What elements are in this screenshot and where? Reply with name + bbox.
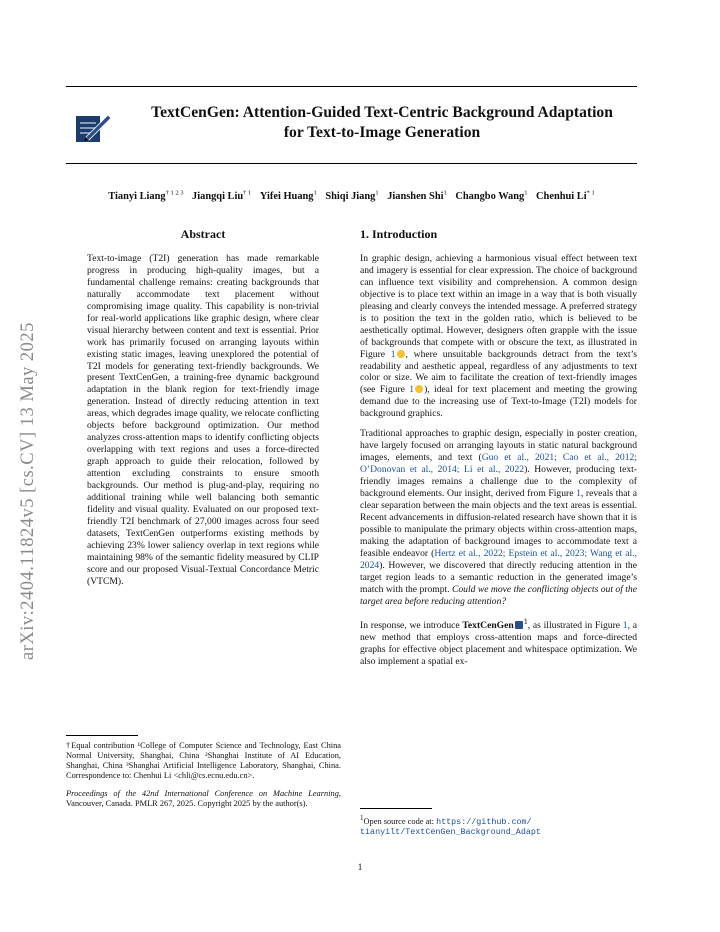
- code-footnote: $^1$Open source code at: https://github.com/ tianyilt/TextCenGen_Background_Adapt: [360, 814, 541, 838]
- section-heading: 1. Introduction: [360, 227, 438, 241]
- citation-link[interactable]: Hertz et al., 2022; Epstein et al., 2023; Wang et al., 2024: [360, 547, 637, 571]
- introduction-column: [360, 229, 637, 676]
- title-line-1: TextCenGen: Attention-Guided Text-Centric Background Adaptation: [151, 104, 613, 121]
- footnote-rule: [360, 808, 432, 809]
- smiley-face-icon: [415, 385, 423, 393]
- figure-link[interactable]: 1: [576, 488, 581, 500]
- author-list: [66, 190, 637, 202]
- figure-link[interactable]: 1: [390, 348, 396, 360]
- author: Jiangqi Liu$^{\dagger 1}$: [192, 190, 252, 203]
- research-question: Could we move the conflicting objects out of the target area before reducing attention?: [360, 583, 637, 607]
- intro-paragraph-2: Traditional approaches to graphic design, especially in poster creation, have largely focused on arranging layouts in static natural background images, elements, and text (Guo et al., 2021; Cao et al., 2012; O’Donovan et al., 2014; Li et al., 2022). However, producing text-friendly images remains a challenge due to the complexity of background elements. Our insight, derived from Figure 1, reveals that a clear separation between the main objects and the text areas is essential. Recent advancements in diffusion-related research have shown that it is possible to manipulate the primary objects within cross-attention maps, making the adaptation of background images to accommodate text a feasible endeavor (Hertz et al., 2022; Epstein et al., 2023; Wang et al., 2024). However, we discovered that directly reducing attention in the target region leads to a semantic reduction in the generated image’s match with the prompt. Could we move the conflicting objects out of the target area before reducing attention?: [360, 428, 638, 607]
- author: Chenhui Li$^{* 1}$: [536, 190, 595, 203]
- repo-link[interactable]: https://github.com/: [436, 816, 532, 827]
- right-footnote: [360, 808, 637, 838]
- author: Shiqi Jiang$^1$: [325, 190, 379, 203]
- intro-paragraph-3: In response, we introduce TextCenGen $^1$, as illustrated in Figure 1, a new method that employs cross-attention maps and force-directed graphs for effective object placement and whitespace optimization. We also implement a spatial ex-: [360, 616, 638, 667]
- title-line-2: for Text-to-Image Generation: [283, 124, 481, 141]
- author: Yifei Huang$^1$: [259, 190, 317, 203]
- repo-link-cont[interactable]: tianyilt/TextCenGen_Background_Adapt: [360, 827, 541, 838]
- title-bottom-rule: [66, 163, 637, 164]
- abstract-column: [87, 229, 319, 596]
- page-number: 1: [357, 862, 363, 873]
- arxiv-side-stamp: arXiv:2404.11824v5 [cs.CV] 13 May 2025: [18, 322, 38, 660]
- paper-title: [118, 103, 646, 143]
- method-name: TextCenGen: [462, 619, 514, 631]
- footnote-ref[interactable]: 1: [523, 616, 528, 626]
- author: Changbo Wang$^1$: [455, 190, 528, 203]
- footnote-rule: [66, 735, 138, 736]
- method-logo-icon: [515, 621, 523, 629]
- figure-link[interactable]: 1: [622, 619, 628, 631]
- top-rule: [66, 86, 637, 87]
- citation-link[interactable]: Guo et al., 2021; Cao et al., 2012; O’Donovan et al., 2014; Li et al., 2022: [360, 452, 637, 476]
- abstract-text: Text-to-image (T2I) generation has made remarkable progress in producing high-quality images, but a fundamental challenge remains: creating backgrounds that naturally accommodate text placement without compromising image quality. This capability is non-trivial for real-world applications like graphic design, where clear visual hierarchy between content and text is essential. Prior work has primarily focused on arranging layouts within existing static images, leaving unexplored the potential of T2I models for generating text-friendly backgrounds. We present TextCenGen, a training-free dynamic background adaptation in the blank region for text-friendly image generation. Instead of directly reducing attention in text areas, which degrades image quality, we relocate conflicting objects before background optimization. Our method analyzes cross-attention maps to identify conflicting objects overlapping with text regions and uses a force-directed graph approach to guide their relocation, followed by attention excluding constraints to ensure smooth backgrounds. Our method is plug-and-play, requiring no additional training while well balancing both semantic fidelity and visual quality. Evaluated on our proposed text-friendly T2I benchmark of 27,000 images across four seed datasets, TextCenGen outperforms existing methods by achieving 23% lower saliency overlap in text regions while maintaining 98% of the semantic fidelity measured by CLIP score and our proposed Visual-Textual Concordance Metric (VTCM).: [87, 252, 319, 587]
- sad-face-icon: [397, 350, 405, 358]
- left-footnotes: [66, 735, 341, 810]
- author: Jianshen Shi$^1$: [387, 190, 447, 203]
- abstract-heading: Abstract: [180, 227, 226, 241]
- intro-paragraph-1: In graphic design, achieving a harmonious visual effect between text and imagery is essential for clear expression. The choice of background can influence text visibility and comprehension. A common design objective is to place text within an image in a way that is both visually pleasing and clearly conveys the intended message. A preferred strategy is to position the text in the golden ratio, which is believed to be aesthetically optimal. However, designers often grapple with the issue of backgrounds that compete with or obscure the text, as illustrated in Figure 1 , where unsuitable backgrounds detract from the text’s readability and aesthetic appeal, regardless of any adjustments to text color or size. We aim to facilitate the creation of text-friendly images (see Figure 1 ), ideal for text placement and meeting the growing demand due to the increasing use of Text-to-Image (T2I) models for background graphics.: [360, 252, 637, 420]
- affiliations-footnote: †Equal contribution ¹College of Computer Science and Technology, East China Normal University, Shanghai, China ²Shanghai Institute of AI Education, Shanghai, China ³Shanghai Artificial Intelligence Laboratory, Shanghai, China. Correspondence to: Chenhui Li <chli@cs.ecnu.edu.cn>.: [66, 741, 341, 781]
- pen-and-paper-logo-icon: [74, 110, 112, 144]
- proceedings-note: Proceedings of the 42nd International Conference on Machine Learning, Vancouver, Canada. PMLR 267, 2025. Copyright 2025 by the author(s).: [66, 789, 341, 809]
- author: Tianyi Liang$^{\dagger 1 2 3}$: [108, 190, 184, 203]
- figure-link[interactable]: 1: [409, 384, 415, 396]
